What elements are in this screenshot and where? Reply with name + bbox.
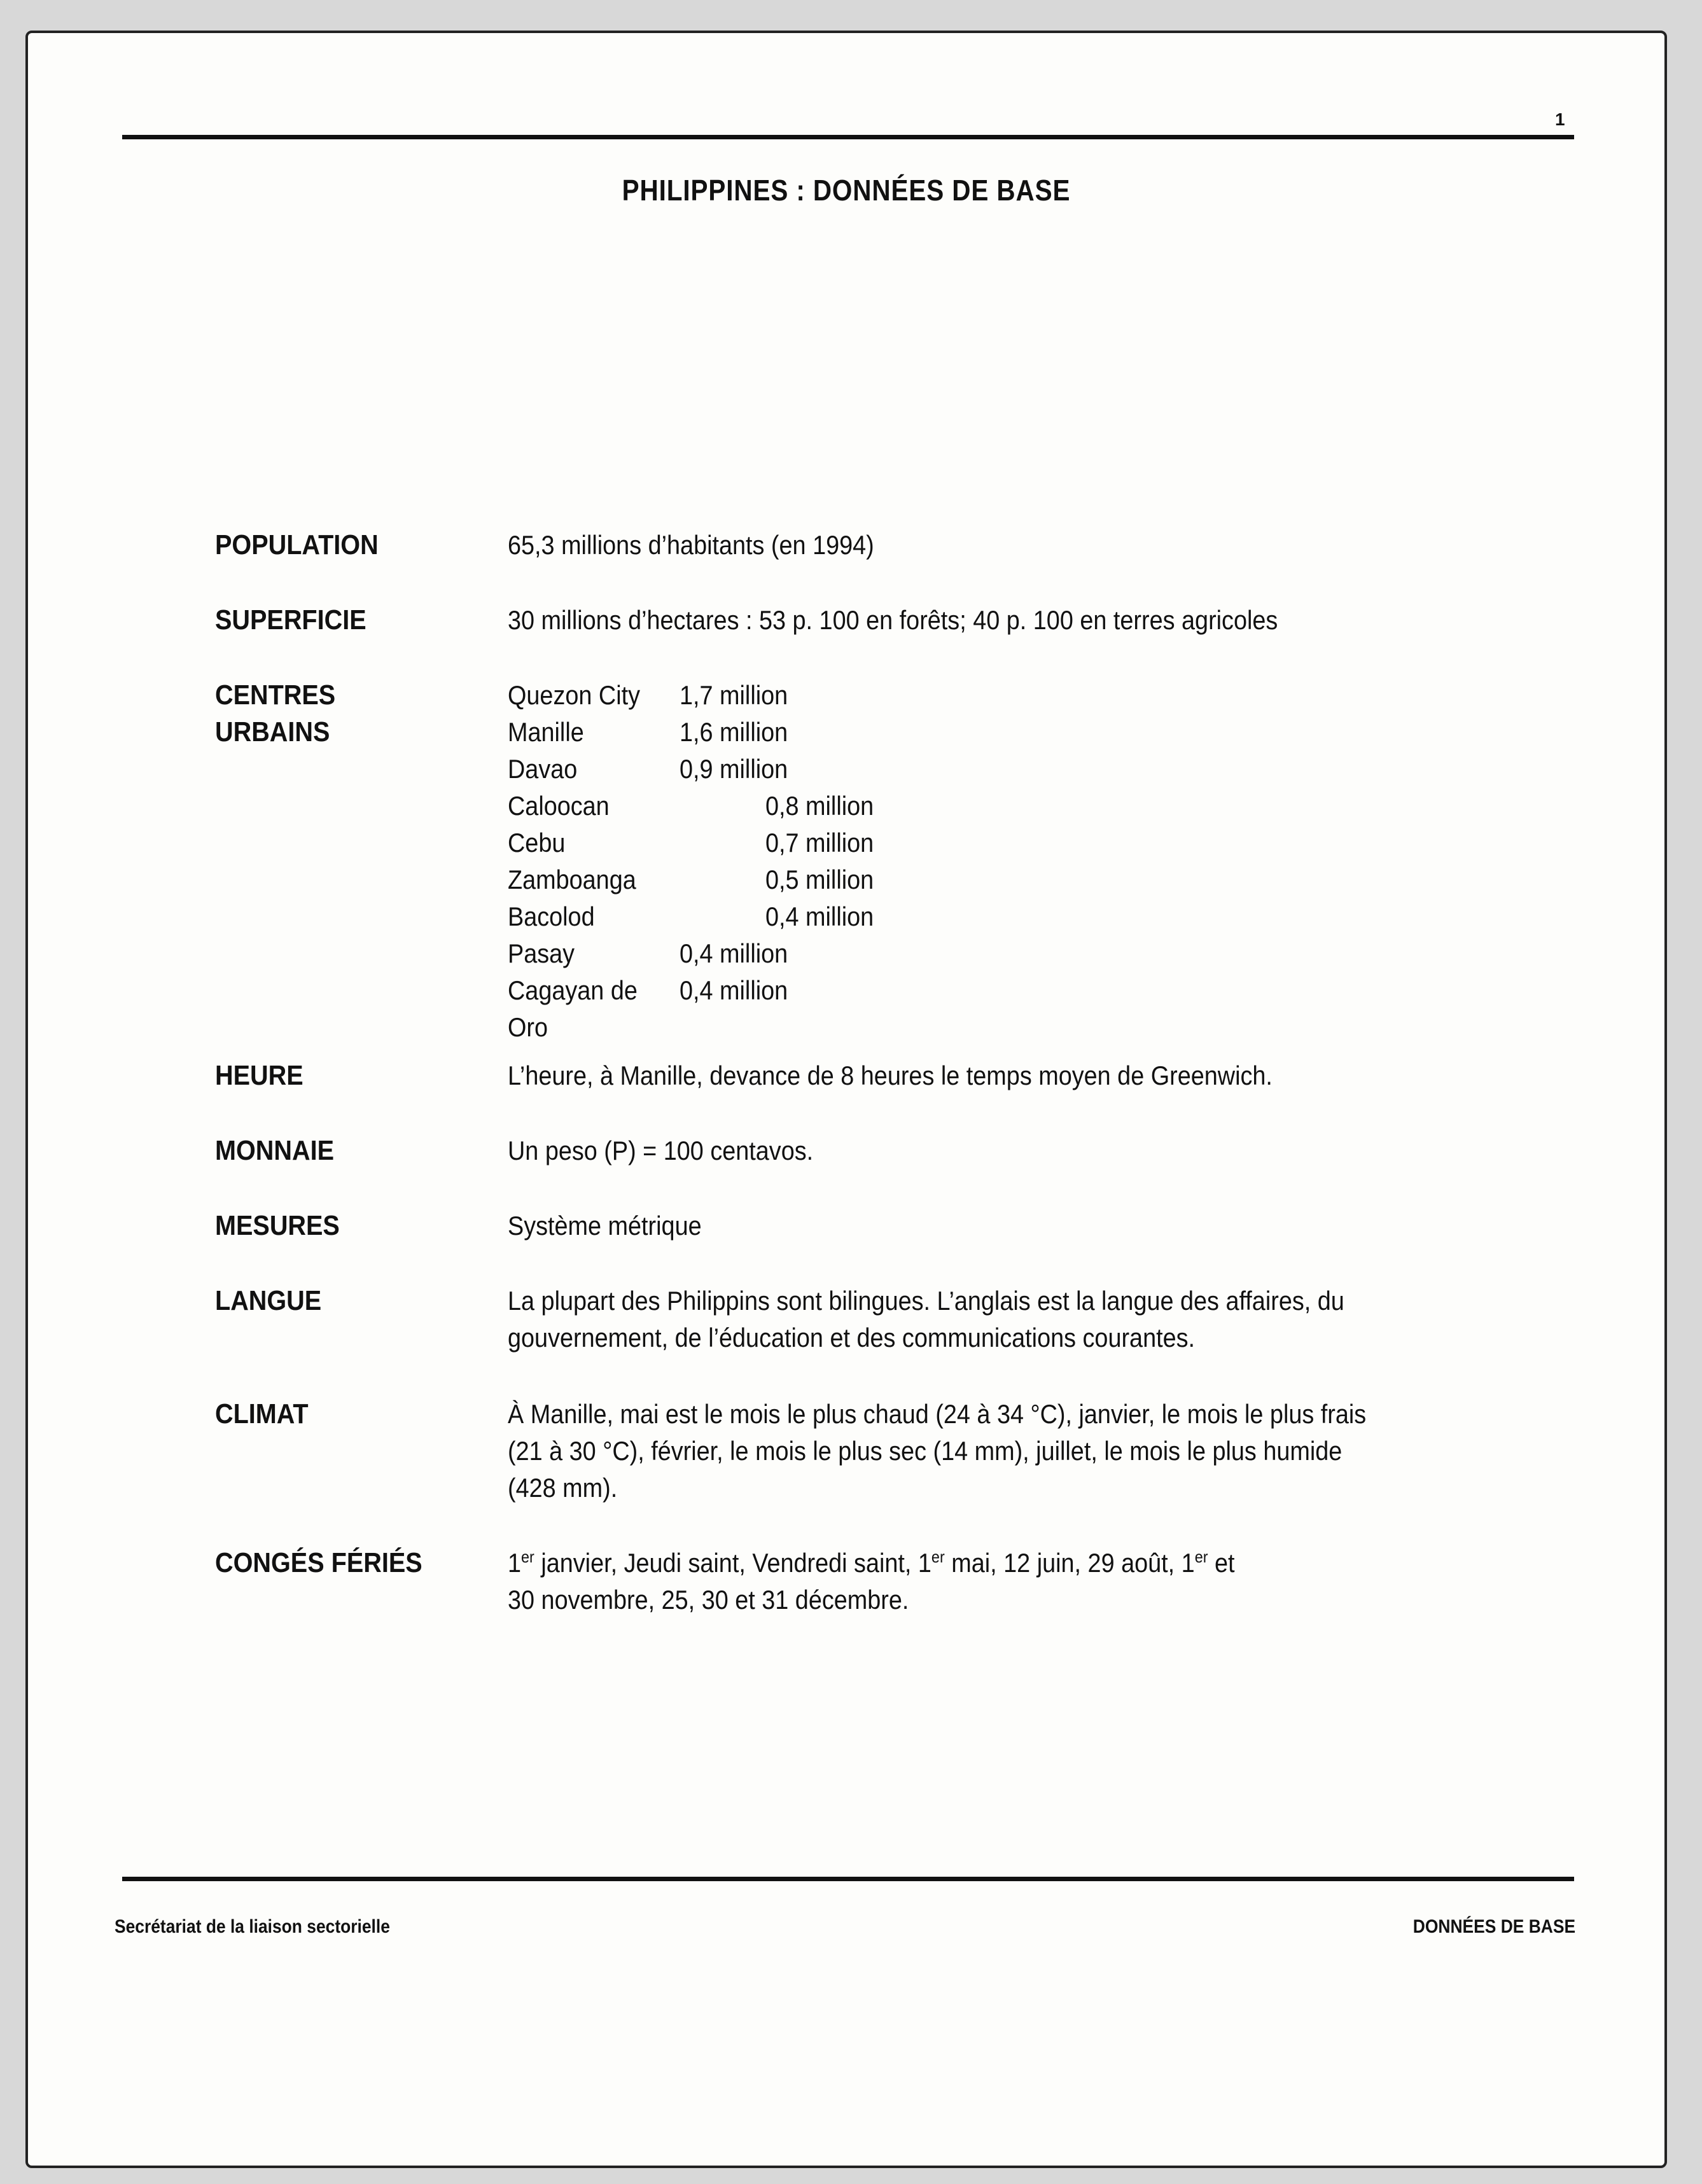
city-value: 1,6 million (680, 717, 788, 747)
city-name: Davao (508, 754, 578, 784)
label-centres-line2: URBAINS (215, 716, 330, 748)
list-item (508, 714, 1424, 751)
page-title: PHILIPPINES : DONNÉES DE BASE (622, 174, 1071, 207)
text-line: À Manille, mai est le mois le plus chaud (24 à 34 °C), janvier, le mois le plus frais (508, 1399, 1367, 1429)
list-item (508, 751, 1424, 788)
label-superficie: SUPERFICIE (215, 604, 366, 636)
city-value: 0,9 million (680, 754, 788, 784)
city-name: Caloocan (508, 791, 610, 821)
list-item (508, 935, 1424, 972)
city-name: Cebu (508, 828, 566, 858)
text-line: (428 mm). (508, 1473, 618, 1503)
city-name: Bacolod (508, 901, 595, 931)
label-population: POPULATION (215, 529, 379, 560)
list-item (508, 824, 1424, 861)
text-langue (508, 1283, 1424, 1356)
text-line: 30 novembre, 25, 30 et 31 décembre. (508, 1585, 909, 1615)
city-name: Quezon City (508, 680, 640, 710)
city-name: Pasay (508, 938, 575, 968)
label-centres-urbains (215, 677, 335, 751)
text-population: 65,3 millions d’habitants (en 1994) (508, 530, 874, 560)
city-value: 0,5 million (765, 865, 874, 894)
header-rule (122, 135, 1574, 139)
city-value: 0,8 million (765, 791, 874, 821)
label-conges-feries: CONGÉS FÉRIÉS (215, 1547, 422, 1578)
page-number: 1 (1555, 109, 1565, 129)
label-monnaie: MONNAIE (215, 1135, 335, 1166)
footer-rule (122, 1877, 1574, 1881)
text-superficie: 30 millions d’hectares : 53 p. 100 en forêts; 40 p. 100 en terres agricoles (508, 605, 1278, 635)
city-value: 0,4 million (680, 975, 788, 1005)
city-name: Cagayan de Oro (508, 975, 638, 1042)
footer-left: Secrétariat de la liaison sectorielle (115, 1916, 390, 1937)
text-line: La plupart des Philippins sont bilingues. L’anglais est la langue des affaires, du (508, 1286, 1344, 1316)
footer-right: DONNÉES DE BASE (1413, 1916, 1575, 1937)
city-name: Manille (508, 717, 584, 747)
list-item (508, 677, 1424, 714)
city-name: Zamboanga (508, 865, 636, 894)
city-value: 0,7 million (765, 828, 874, 858)
list-item (508, 861, 1424, 898)
label-climat: CLIMAT (215, 1398, 309, 1429)
list-item (508, 788, 1424, 824)
label-langue: LANGUE (215, 1285, 322, 1316)
list-item (508, 972, 1424, 1042)
text-climat (508, 1396, 1424, 1506)
label-mesures: MESURES (215, 1210, 340, 1241)
text-conges-feries (508, 1545, 1424, 1618)
city-value: 0,4 million (765, 901, 874, 931)
text-line: gouvernement, de l’éducation et des communications courantes. (508, 1323, 1196, 1353)
text-mesures: Système métrique (508, 1211, 702, 1241)
label-centres-line1: CENTRES (215, 679, 336, 711)
city-value: 1,7 million (680, 680, 788, 710)
label-heure: HEURE (215, 1060, 303, 1091)
city-list (508, 677, 1424, 1042)
text-monnaie: Un peso (P) = 100 centavos. (508, 1136, 814, 1165)
city-value: 0,4 million (680, 938, 788, 968)
document-page (25, 31, 1667, 2168)
text-line: 1er janvier, Jeudi saint, Vendredi saint, 1er mai, 12 juin, 29 août, 1er et (508, 1547, 1235, 1578)
text-heure: L’heure, à Manille, devance de 8 heures le temps moyen de Greenwich. (508, 1061, 1273, 1090)
text-line: (21 à 30 °C), février, le mois le plus sec (14 mm), juillet, le mois le plus humide (508, 1436, 1343, 1466)
list-item (508, 898, 1424, 935)
